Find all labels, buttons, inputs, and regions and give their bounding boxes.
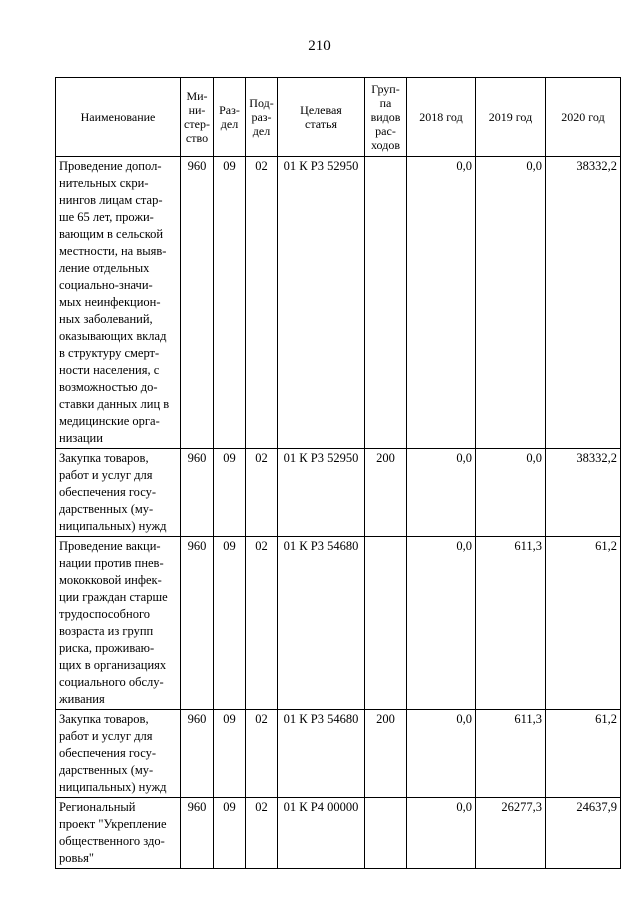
header-2020: 2020 год <box>546 78 621 157</box>
row-target: 01 К Р3 54680 <box>278 710 365 798</box>
row-expense-type <box>365 798 407 869</box>
table-row <box>56 798 621 869</box>
header-expense-type: Груп- па видов рас- ходов <box>365 78 407 157</box>
row-section: 09 <box>214 449 246 537</box>
row-section: 09 <box>214 798 246 869</box>
row-2018: 0,0 <box>407 798 476 869</box>
header-2018: 2018 год <box>407 78 476 157</box>
row-2019: 0,0 <box>476 449 546 537</box>
table-row <box>56 537 621 710</box>
row-ministry: 960 <box>181 449 214 537</box>
row-2019: 0,0 <box>476 157 546 449</box>
row-subsection: 02 <box>246 798 278 869</box>
row-target: 01 К Р3 52950 <box>278 157 365 449</box>
row-name: Закупка товаров, работ и услуг для обеспечения госу- дарственных (му- ниципальных) нужд <box>56 710 181 798</box>
row-subsection: 02 <box>246 537 278 710</box>
row-target: 01 К Р3 54680 <box>278 537 365 710</box>
row-section: 09 <box>214 710 246 798</box>
page-number: 210 <box>308 38 331 54</box>
row-ministry: 960 <box>181 710 214 798</box>
row-subsection: 02 <box>246 157 278 449</box>
row-target: 01 К Р4 00000 <box>278 798 365 869</box>
row-2018: 0,0 <box>407 710 476 798</box>
row-expense-type: 200 <box>365 449 407 537</box>
header-section: Раз- дел <box>214 78 246 157</box>
row-name: Региональный проект "Укрепление общественного здо- ровья" <box>56 798 181 869</box>
row-name: Проведение допол- нительных скри- нингов лицам стар- ше 65 лет, прожи- вающим в сельской местности, на выяв- ление отдельных социально-значи- мых неинфекцион- ных заболеваний, оказывающих вклад в структуру смерт- ности населения, с возможностью до- ставки данных лиц в медицинские орга- низации <box>56 157 181 449</box>
row-2019: 611,3 <box>476 710 546 798</box>
row-ministry: 960 <box>181 798 214 869</box>
row-expense-type: 200 <box>365 710 407 798</box>
budget-table <box>55 77 621 869</box>
row-ministry: 960 <box>181 157 214 449</box>
row-2020: 61,2 <box>546 710 621 798</box>
row-name: Проведение вакци- нации против пнев- мококковой инфек- ции граждан старше трудоспособного возраста из групп риска, проживаю- щих в организациях социального обслу- живания <box>56 537 181 710</box>
table-row <box>56 710 621 798</box>
row-section: 09 <box>214 537 246 710</box>
row-2018: 0,0 <box>407 157 476 449</box>
table-row <box>56 157 621 449</box>
row-target: 01 К Р3 52950 <box>278 449 365 537</box>
header-2019: 2019 год <box>476 78 546 157</box>
row-section: 09 <box>214 157 246 449</box>
row-2019: 26277,3 <box>476 798 546 869</box>
row-2018: 0,0 <box>407 449 476 537</box>
row-2020: 24637,9 <box>546 798 621 869</box>
row-subsection: 02 <box>246 710 278 798</box>
row-name: Закупка товаров, работ и услуг для обеспечения госу- дарственных (му- ниципальных) нужд <box>56 449 181 537</box>
row-2018: 0,0 <box>407 537 476 710</box>
header-name: Наименование <box>56 78 181 157</box>
row-subsection: 02 <box>246 449 278 537</box>
header-subsection: Под- раз- дел <box>246 78 278 157</box>
header-target: Целевая статья <box>278 78 365 157</box>
row-2019: 611,3 <box>476 537 546 710</box>
row-expense-type <box>365 537 407 710</box>
header-ministry: Ми- ни- стер- ство <box>181 78 214 157</box>
table-header-row <box>56 78 621 157</box>
row-2020: 38332,2 <box>546 449 621 537</box>
row-2020: 61,2 <box>546 537 621 710</box>
table-row <box>56 449 621 537</box>
row-expense-type <box>365 157 407 449</box>
row-2020: 38332,2 <box>546 157 621 449</box>
row-ministry: 960 <box>181 537 214 710</box>
